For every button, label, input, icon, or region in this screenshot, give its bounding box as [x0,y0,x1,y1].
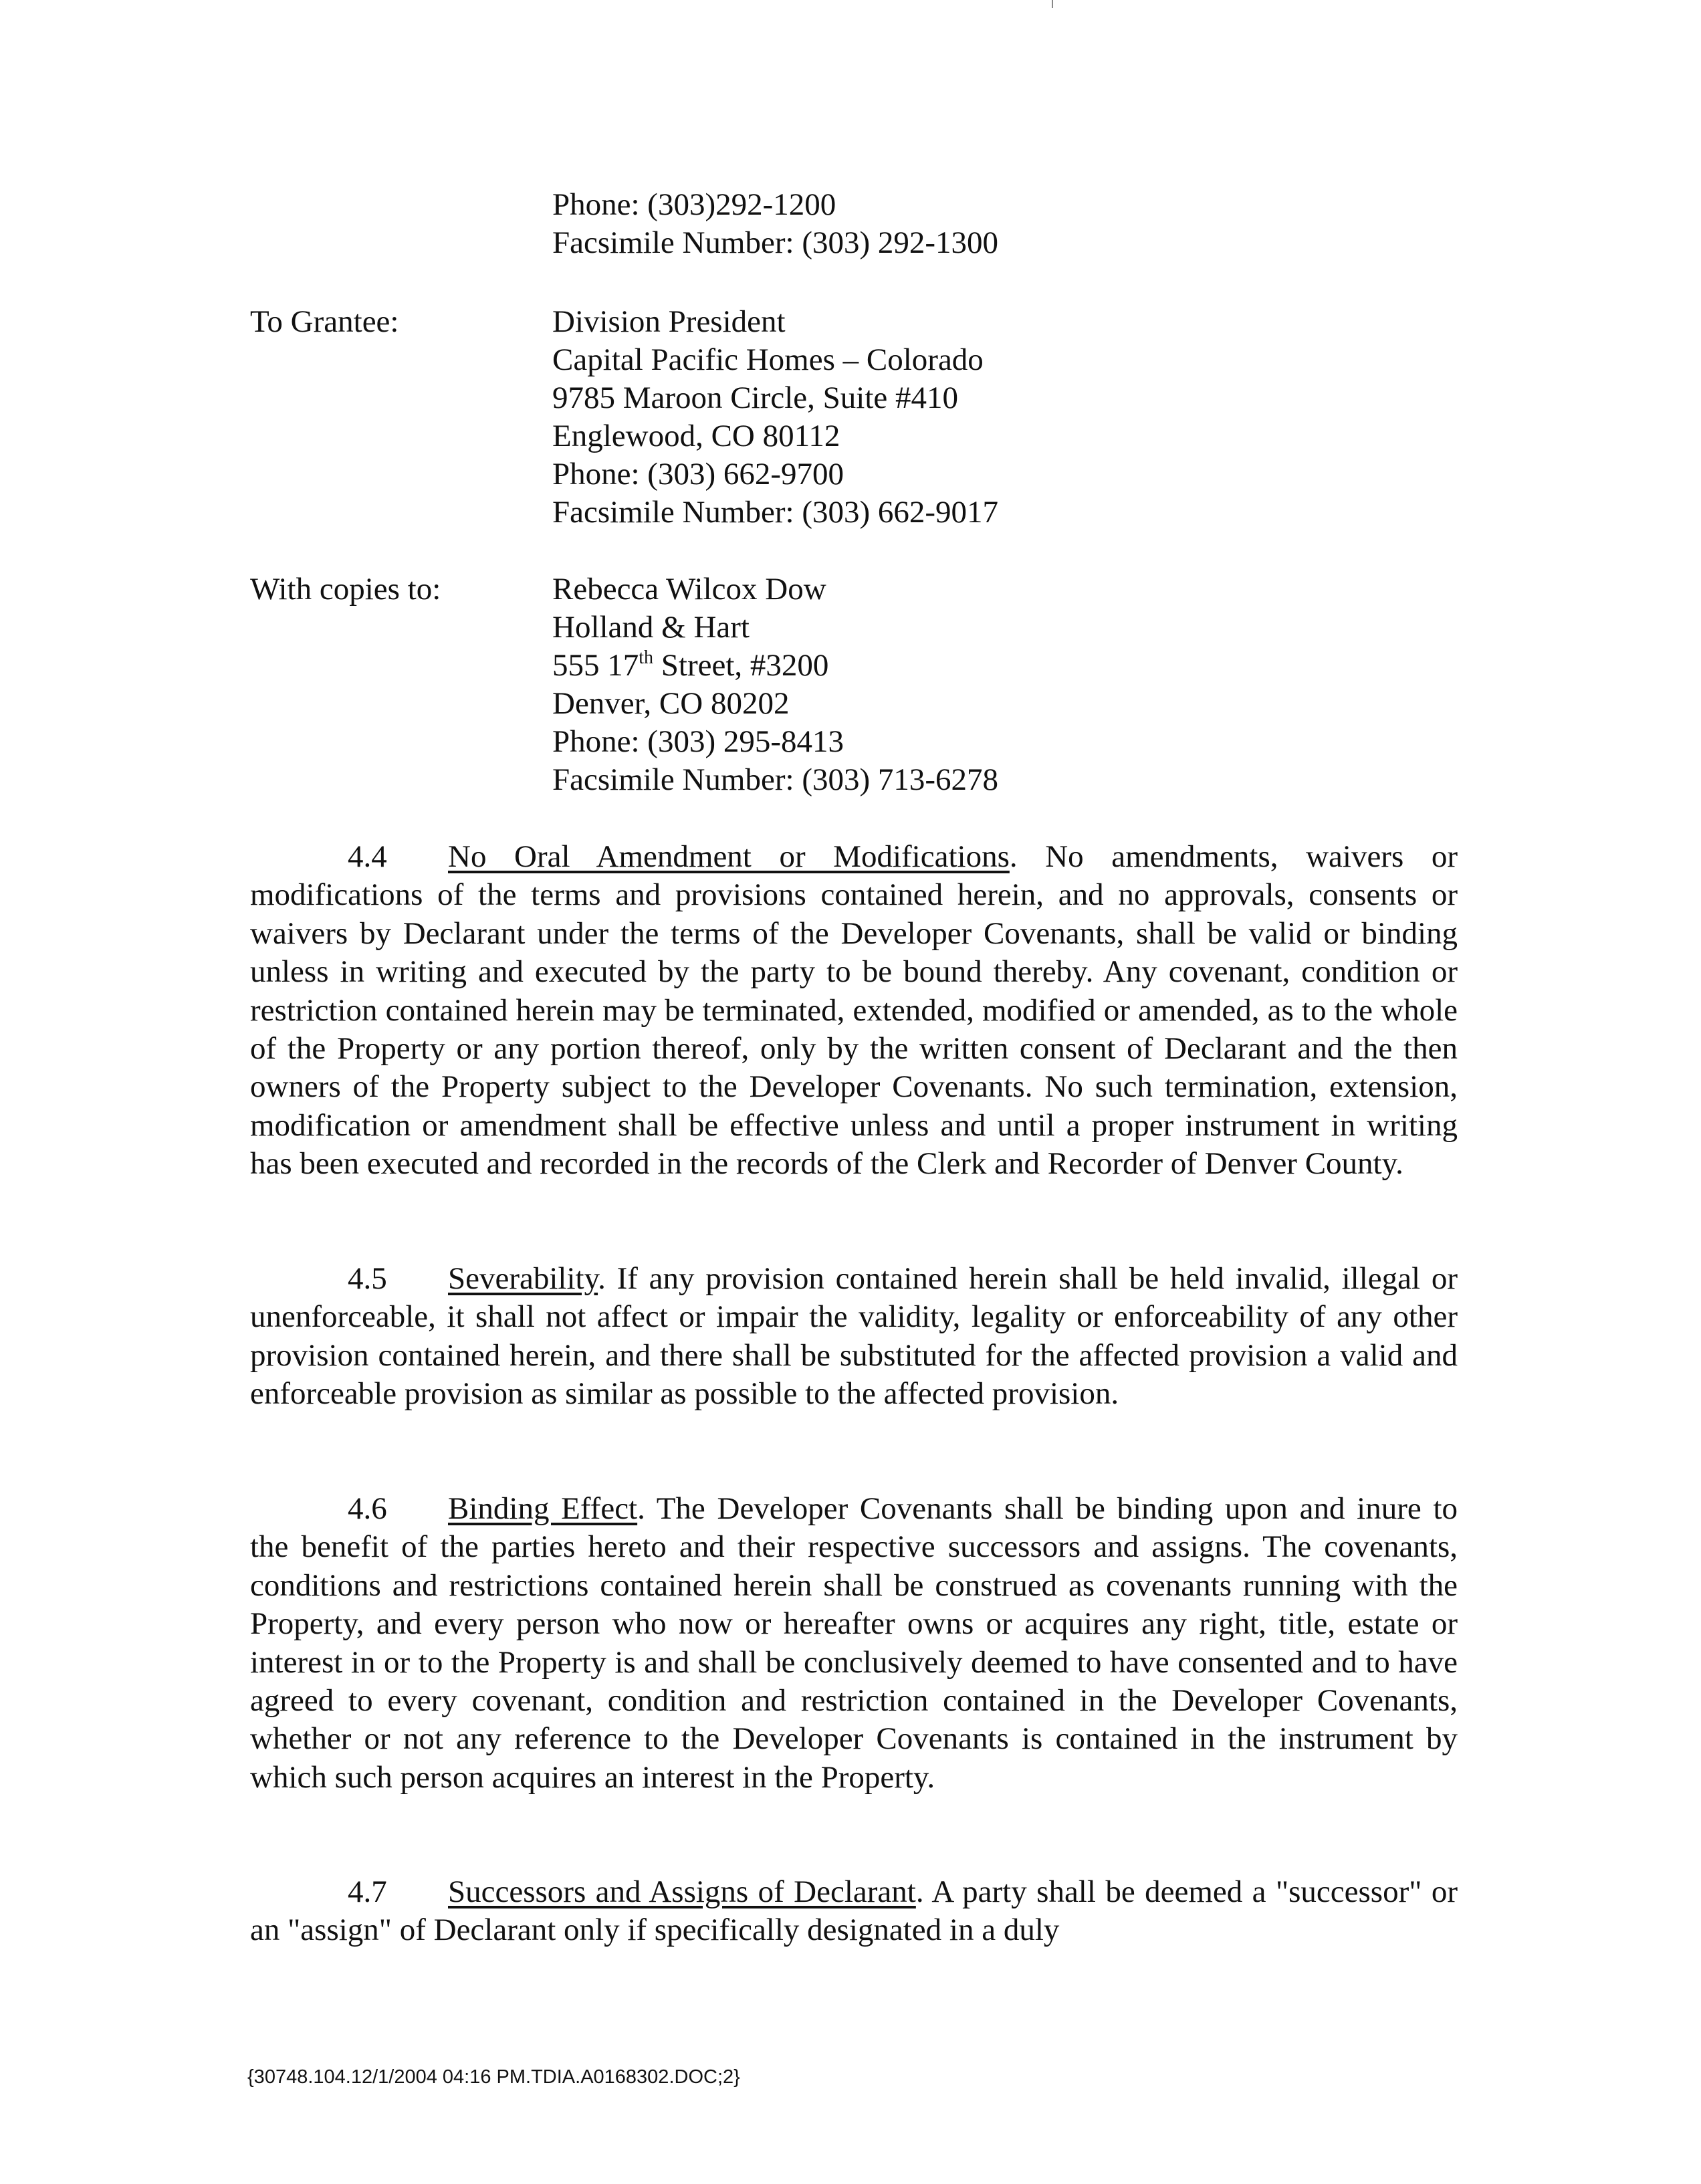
section-body: . A party shall be deemed a "successor" or an "assign" of Declarant only if specifically designated in a duly [250,1874,1458,1948]
section-number: 4.6 [348,1491,387,1526]
section-4-7 [250,1873,1458,1950]
grantee-line: 9785 Maroon Circle, Suite #410 [552,380,959,415]
street-number: 555 17 [552,648,639,683]
section-4-6 [250,1490,1458,1797]
section-heading: Successors and Assigns of Declarant [448,1874,916,1909]
grantee-line: Division President [552,304,786,339]
section-body: . The Developer Covenants shall be binding upon and inure to the benefit of the parties hereto and their respective successors and assigns. The covenants, conditions and restrictions contained herein shall be construed as covenants running with the Property, and every person who now or hereafter owns or acquires any right, title, estate or interest in or to the Property is and shall be conclusively deemed to have consented and to have agreed to every covenant, condition and restriction contained in the Developer Covenants, whether or not any reference to the Developer Covenants is contained in the instrument by which such person acquires an interest in the Property. [250,1491,1458,1795]
ordinal-suffix: th [639,647,654,668]
street-rest: Street, #3200 [653,648,829,683]
section-number: 4.7 [348,1874,387,1909]
copies-street-line [552,647,1154,685]
grantee-line: Phone: (303) 662-9700 [552,457,844,492]
scan-mark [1052,0,1053,8]
grantee-line: Capital Pacific Homes – Colorado [552,342,984,377]
document-footer-id: {30748.104.12/1/2004 04:16 PM.TDIA.A0168302.DOC;2} [247,2066,740,2088]
section-4-5 [250,1260,1458,1414]
top-contact-block [552,186,1154,262]
section-body: . No amendments, waivers or modifications of the terms and provisions contained herein, and no approvals, consents or waivers by Declarant under the terms of the Developer Covenants, shall be valid or binding unless in writing and executed by the party to be bound thereby. Any covenant, condition or restriction contained herein may be terminated, extended, modified or amended, as to the whole of the Property or any portion thereof, only by the written consent of Declarant and the then owners of the Property subject to the Developer Covenants. No such termination, extension, modification or amendment shall be effective unless and until a proper instrument in writing has been executed and recorded in the records of the Clerk and Recorder of Denver County. [250,839,1458,1182]
section-number: 4.4 [348,839,387,874]
section-4-4 [250,838,1458,1184]
grantee-line: Facsimile Number: (303) 662-9017 [552,495,999,530]
copies-line: Rebecca Wilcox Dow [552,572,826,607]
section-heading: Binding Effect [448,1491,638,1526]
copies-address-block [552,570,1154,799]
top-phone: Phone: (303)292-1200 [552,187,836,222]
copies-line: Facsimile Number: (303) 713-6278 [552,762,999,797]
copies-label: With copies to: [250,572,441,607]
section-heading: Severability [448,1261,598,1296]
section-heading: No Oral Amendment or Modifications [448,839,1010,874]
grantee-line: Englewood, CO 80112 [552,419,840,453]
grantee-label: To Grantee: [250,304,399,339]
copies-line: Denver, CO 80202 [552,686,790,721]
copies-line: Holland & Hart [552,610,750,645]
section-body: . If any provision contained herein shall be held invalid, illegal or unenforceable, it shall not affect or impair the validity, legality or enforceability of any other provision contained herein, and there shall be substituted for the affected provision a valid and enforceable provision as similar as possible to the affected provision. [250,1261,1458,1412]
top-fax: Facsimile Number: (303) 292-1300 [552,225,999,260]
grantee-address-block [552,303,1154,532]
copies-line: Phone: (303) 295-8413 [552,724,844,759]
section-number: 4.5 [348,1261,387,1296]
